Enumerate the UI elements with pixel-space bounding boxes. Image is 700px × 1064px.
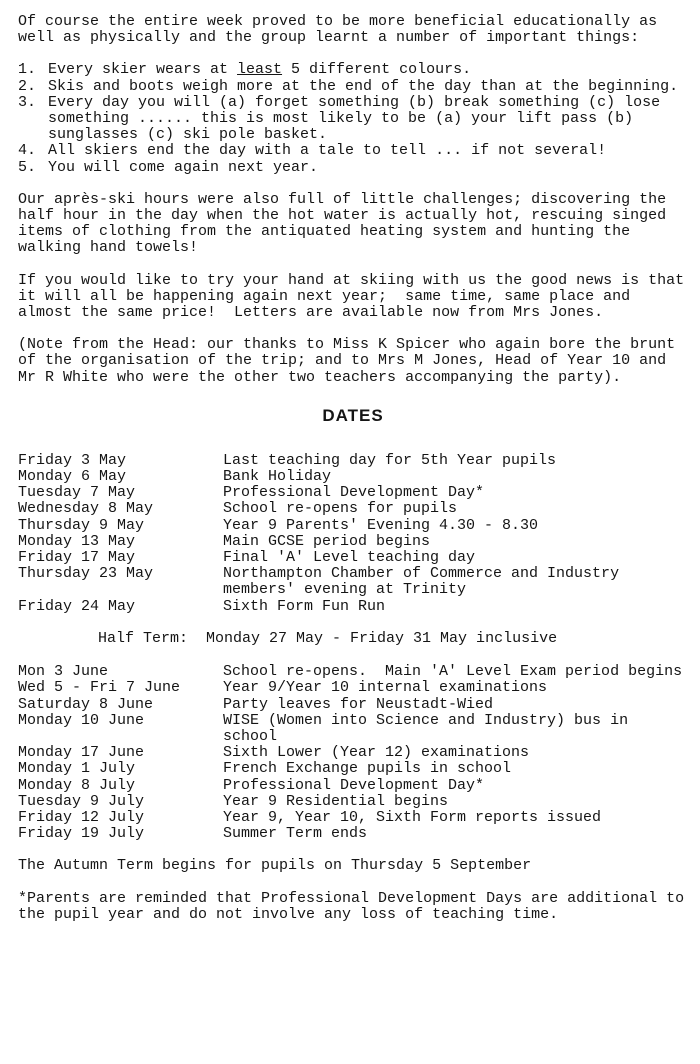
date-row: [18, 485, 688, 501]
head-note-paragraph: (Note from the Head: our thanks to Miss K Spicer who again bore the brunt of the organisation of the trip; and to Mrs M Jones, Head of Year 10 and Mr R White who were the other two teachers accompanying the party).: [18, 336, 685, 386]
event-cell: WISE (Women into Science and Industry) bus in school: [223, 711, 638, 745]
newsletter-page: [18, 13, 694, 923]
date-row: [18, 518, 688, 534]
date-row: [18, 745, 688, 761]
date-cell: Friday 17 May: [18, 549, 136, 567]
date-row: [18, 778, 688, 794]
event-cell: Year 9 Parents' Evening 4.30 - 8.30: [223, 516, 539, 534]
event-cell: Professional Development Day*: [223, 776, 485, 794]
date-row: [18, 680, 688, 696]
event-cell: Northampton Chamber of Commerce and Industry members' evening at Trinity: [223, 565, 629, 599]
event-cell: Bank Holiday: [223, 468, 332, 486]
date-cell: Mon 3 June: [18, 663, 109, 681]
event-cell: School re-opens. Main 'A' Level Exam period begins: [223, 663, 683, 681]
footnote-paragraph: *Parents are reminded that Professional Development Days are additional to the pupil year and do not involve any loss of teaching time.: [18, 889, 694, 923]
list-number: 3.: [18, 93, 37, 111]
date-row: [18, 810, 688, 826]
date-row: [18, 501, 688, 517]
date-cell: Friday 3 May: [18, 451, 127, 469]
date-cell: Monday 6 May: [18, 468, 127, 486]
event-cell: Year 9 Residential begins: [223, 792, 449, 810]
date-row: [18, 550, 688, 566]
date-cell: Monday 10 June: [18, 711, 145, 729]
date-row: [18, 794, 688, 810]
intro-paragraph: Of course the entire week proved to be more beneficial educationally as well as physically and the group learnt a number of important things:: [18, 13, 667, 47]
date-cell: Monday 8 July: [18, 776, 136, 794]
event-cell: Year 9/Year 10 internal examinations: [223, 679, 548, 697]
list-text: Every skier wears at least 5 different colours.: [48, 61, 472, 79]
date-row: [18, 664, 688, 680]
event-cell: Sixth Lower (Year 12) examinations: [223, 744, 530, 762]
event-cell: Year 9, Year 10, Sixth Form reports issued: [223, 808, 602, 826]
date-cell: Friday 24 May: [18, 597, 136, 615]
event-cell: Last teaching day for 5th Year pupils: [223, 451, 557, 469]
date-row: [18, 761, 688, 777]
date-cell: Monday 1 July: [18, 760, 136, 778]
date-row: [18, 566, 688, 598]
list-text: Every day you will (a) forget something (b) break something (c) lose something ...... this is most likely to be (a) your lift pass (b) sunglasses (c) ski pole basket.: [48, 93, 670, 144]
list-number: 4.: [18, 142, 37, 160]
date-cell: Tuesday 7 May: [18, 484, 136, 502]
date-cell: Friday 19 July: [18, 825, 145, 843]
event-cell: Final 'A' Level teaching day: [223, 549, 476, 567]
date-row: [18, 469, 688, 485]
date-cell: Wed 5 - Fri 7 June: [18, 679, 181, 697]
date-cell: Wednesday 8 May: [18, 500, 154, 518]
date-row: [18, 453, 688, 469]
list-text: Skis and boots weigh more at the end of the day than at the beginning.: [48, 77, 679, 95]
date-cell: Saturday 8 June: [18, 695, 154, 713]
list-number: 2.: [18, 77, 37, 95]
autumn-term-line: The Autumn Term begins for pupils on Thursday 5 September: [18, 857, 532, 875]
event-cell: Summer Term ends: [223, 825, 368, 843]
date-cell: Monday 13 May: [18, 532, 136, 550]
date-row: [18, 599, 688, 615]
date-row: [18, 826, 688, 842]
date-row: [18, 713, 688, 745]
apres-ski-paragraph: Our après-ski hours were also full of little challenges; discovering the half hour in the day when the hot water is actually hot, rescuing singed items of clothing from the antiquated heating system and hunting the walking hand towels!: [18, 190, 676, 257]
date-cell: Friday 12 July: [18, 808, 145, 826]
event-cell: French Exchange pupils in school: [223, 760, 512, 778]
event-cell: Party leaves for Neustadt-Wied: [223, 695, 494, 713]
list-item: [18, 79, 688, 95]
list-text: All skiers end the day with a tale to tell ... if not several!: [48, 142, 607, 160]
date-cell: Tuesday 9 July: [18, 792, 145, 810]
try-skiing-paragraph: If you would like to try your hand at skiing with us the good news is that it will all be happening again next year; same time, same place and almost the same price! Letters are available now from Mrs Jones.: [18, 271, 694, 322]
list-item: [18, 160, 688, 176]
event-cell: School re-opens for pupils: [223, 500, 458, 518]
date-row: [18, 697, 688, 713]
lessons-list: [18, 62, 688, 175]
dates-may-table: [18, 453, 688, 615]
date-cell: Thursday 23 May: [18, 565, 154, 583]
list-item: [18, 143, 688, 159]
list-text: You will come again next year.: [48, 158, 319, 176]
dates-june-july-table: [18, 664, 688, 842]
event-cell: Sixth Form Fun Run: [223, 597, 386, 615]
list-number: 1.: [18, 61, 37, 79]
date-cell: Monday 17 June: [18, 744, 145, 762]
date-row: [18, 534, 688, 550]
date-cell: Thursday 9 May: [18, 516, 145, 534]
list-item: [18, 62, 688, 78]
underlined-word: least: [237, 61, 283, 79]
list-item: [18, 95, 688, 144]
event-cell: Main GCSE period begins: [223, 532, 431, 550]
list-number: 5.: [18, 158, 37, 176]
event-cell: Professional Development Day*: [223, 484, 485, 502]
dates-heading: DATES: [322, 405, 384, 425]
half-term-line: Half Term: Monday 27 May - Friday 31 May inclusive: [98, 629, 558, 647]
